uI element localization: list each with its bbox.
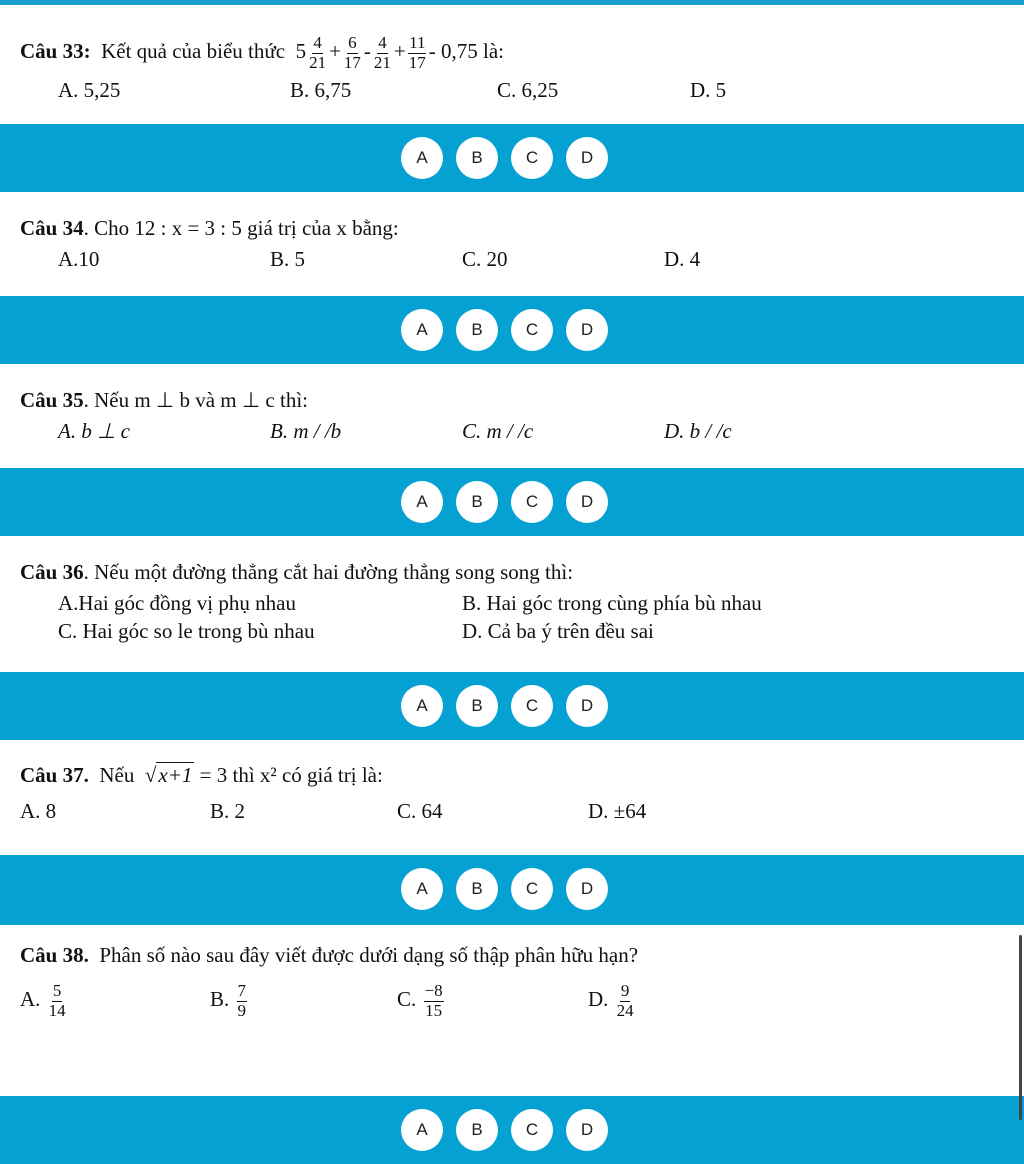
answer-c-button[interactable]: C xyxy=(511,137,553,179)
answer-b-button[interactable]: B xyxy=(456,309,498,351)
question-36-text: Câu 36. Nếu một đường thẳng cắt hai đường thẳng song song thì: xyxy=(20,560,574,584)
answer-b-button[interactable]: B xyxy=(456,868,498,910)
answer-d-button[interactable]: D xyxy=(566,1109,608,1151)
option-d: D. 4 xyxy=(664,247,701,271)
answer-d-button[interactable]: D xyxy=(566,137,608,179)
option-c: C. 20 xyxy=(462,247,508,271)
answer-c-button[interactable]: C xyxy=(511,685,553,727)
option-a: A. b ⊥ c xyxy=(58,419,130,443)
option-c: C. m / /c xyxy=(462,419,534,443)
fraction: $\frac{11}{17}$ xyxy=(408,33,426,72)
fraction: $\frac{6}{17}$ xyxy=(343,33,361,72)
answer-b-button[interactable]: B xyxy=(456,685,498,727)
answer-button-row xyxy=(401,868,608,910)
option-d: D. $\frac{9}{24}$ xyxy=(588,981,634,1020)
answer-a-button[interactable]: A xyxy=(401,309,443,351)
sqrt-expression: x+1 xyxy=(158,763,193,787)
fraction: $\frac{5}{14}$ xyxy=(48,981,66,1020)
option-b: B. $\frac{7}{9}$ xyxy=(210,981,247,1020)
answer-button-row xyxy=(401,481,608,523)
question-37-text: Câu 37. Nếu √x+1 = 3 thì x² có giá trị là: xyxy=(20,763,383,787)
option-c: C. 6,25 xyxy=(497,78,559,102)
option-c: C. 64 xyxy=(397,799,443,823)
answer-a-button[interactable]: A xyxy=(401,685,443,727)
question-35-text: Câu 35. Nếu m ⊥ b và m ⊥ c thì: xyxy=(20,388,308,412)
answer-c-button[interactable]: C xyxy=(511,481,553,523)
option-a: A. 8 xyxy=(20,799,57,823)
option-d: D. 5 xyxy=(690,78,727,102)
question-38-text: Câu 38. Phân số nào sau đây viết được dưới dạng số thập phân hữu hạn? xyxy=(20,943,639,967)
answer-d-button[interactable]: D xyxy=(566,685,608,727)
answer-button-row xyxy=(401,1109,608,1151)
option-c: C. $\frac{-8}{15}$ xyxy=(397,981,443,1020)
question-34-text: Câu 34. Cho 12 : x = 3 : 5 giá trị của x bằng: xyxy=(20,216,399,240)
fraction: $\frac{4}{21}$ xyxy=(309,33,327,72)
answer-b-button[interactable]: B xyxy=(456,1109,498,1151)
fraction: $\frac{-8}{15}$ xyxy=(424,981,443,1020)
option-b: B. Hai góc trong cùng phía bù nhau xyxy=(462,591,762,615)
fraction: $\frac{7}{9}$ xyxy=(237,981,247,1020)
option-a: A.Hai góc đồng vị phụ nhau xyxy=(58,591,296,615)
option-d: D. b / /c xyxy=(664,419,732,443)
answer-a-button[interactable]: A xyxy=(401,481,443,523)
answer-c-button[interactable]: C xyxy=(511,868,553,910)
option-d: D. ±64 xyxy=(588,799,647,823)
answer-a-button[interactable]: A xyxy=(401,137,443,179)
answer-c-button[interactable]: C xyxy=(511,1109,553,1151)
answer-d-button[interactable]: D xyxy=(566,309,608,351)
option-c: C. Hai góc so le trong bù nhau xyxy=(58,619,315,643)
answer-button-row xyxy=(401,137,608,179)
answer-button-row xyxy=(401,309,608,351)
top-accent-line xyxy=(0,0,1024,5)
answer-d-button[interactable]: D xyxy=(566,481,608,523)
option-a: A. 5,25 xyxy=(58,78,121,102)
answer-a-button[interactable]: A xyxy=(401,868,443,910)
fraction: $\frac{4}{21}$ xyxy=(373,33,391,72)
option-a: A.10 xyxy=(58,247,100,271)
answer-b-button[interactable]: B xyxy=(456,481,498,523)
option-b: B. 5 xyxy=(270,247,306,271)
option-b: B. m / /b xyxy=(270,419,342,443)
fraction: $\frac{9}{24}$ xyxy=(616,981,634,1020)
option-a: A. $\frac{5}{14}$ xyxy=(20,981,66,1020)
question-33-text: Câu 33: Kết quả của biểu thức 5 $\frac{4}{21}$ + $\frac{6}{17}$ - $\frac{4}{21}$ + $\frac{11}{17}$ - 0,75 là: xyxy=(20,33,504,72)
answer-c-button[interactable]: C xyxy=(511,309,553,351)
answer-button-row xyxy=(401,685,608,727)
option-b: B. 2 xyxy=(210,799,246,823)
option-b: B. 6,75 xyxy=(290,78,352,102)
answer-a-button[interactable]: A xyxy=(401,1109,443,1151)
answer-b-button[interactable]: B xyxy=(456,137,498,179)
option-d: D. Cả ba ý trên đều sai xyxy=(462,619,654,643)
scrollbar[interactable] xyxy=(1019,935,1022,1120)
answer-d-button[interactable]: D xyxy=(566,868,608,910)
